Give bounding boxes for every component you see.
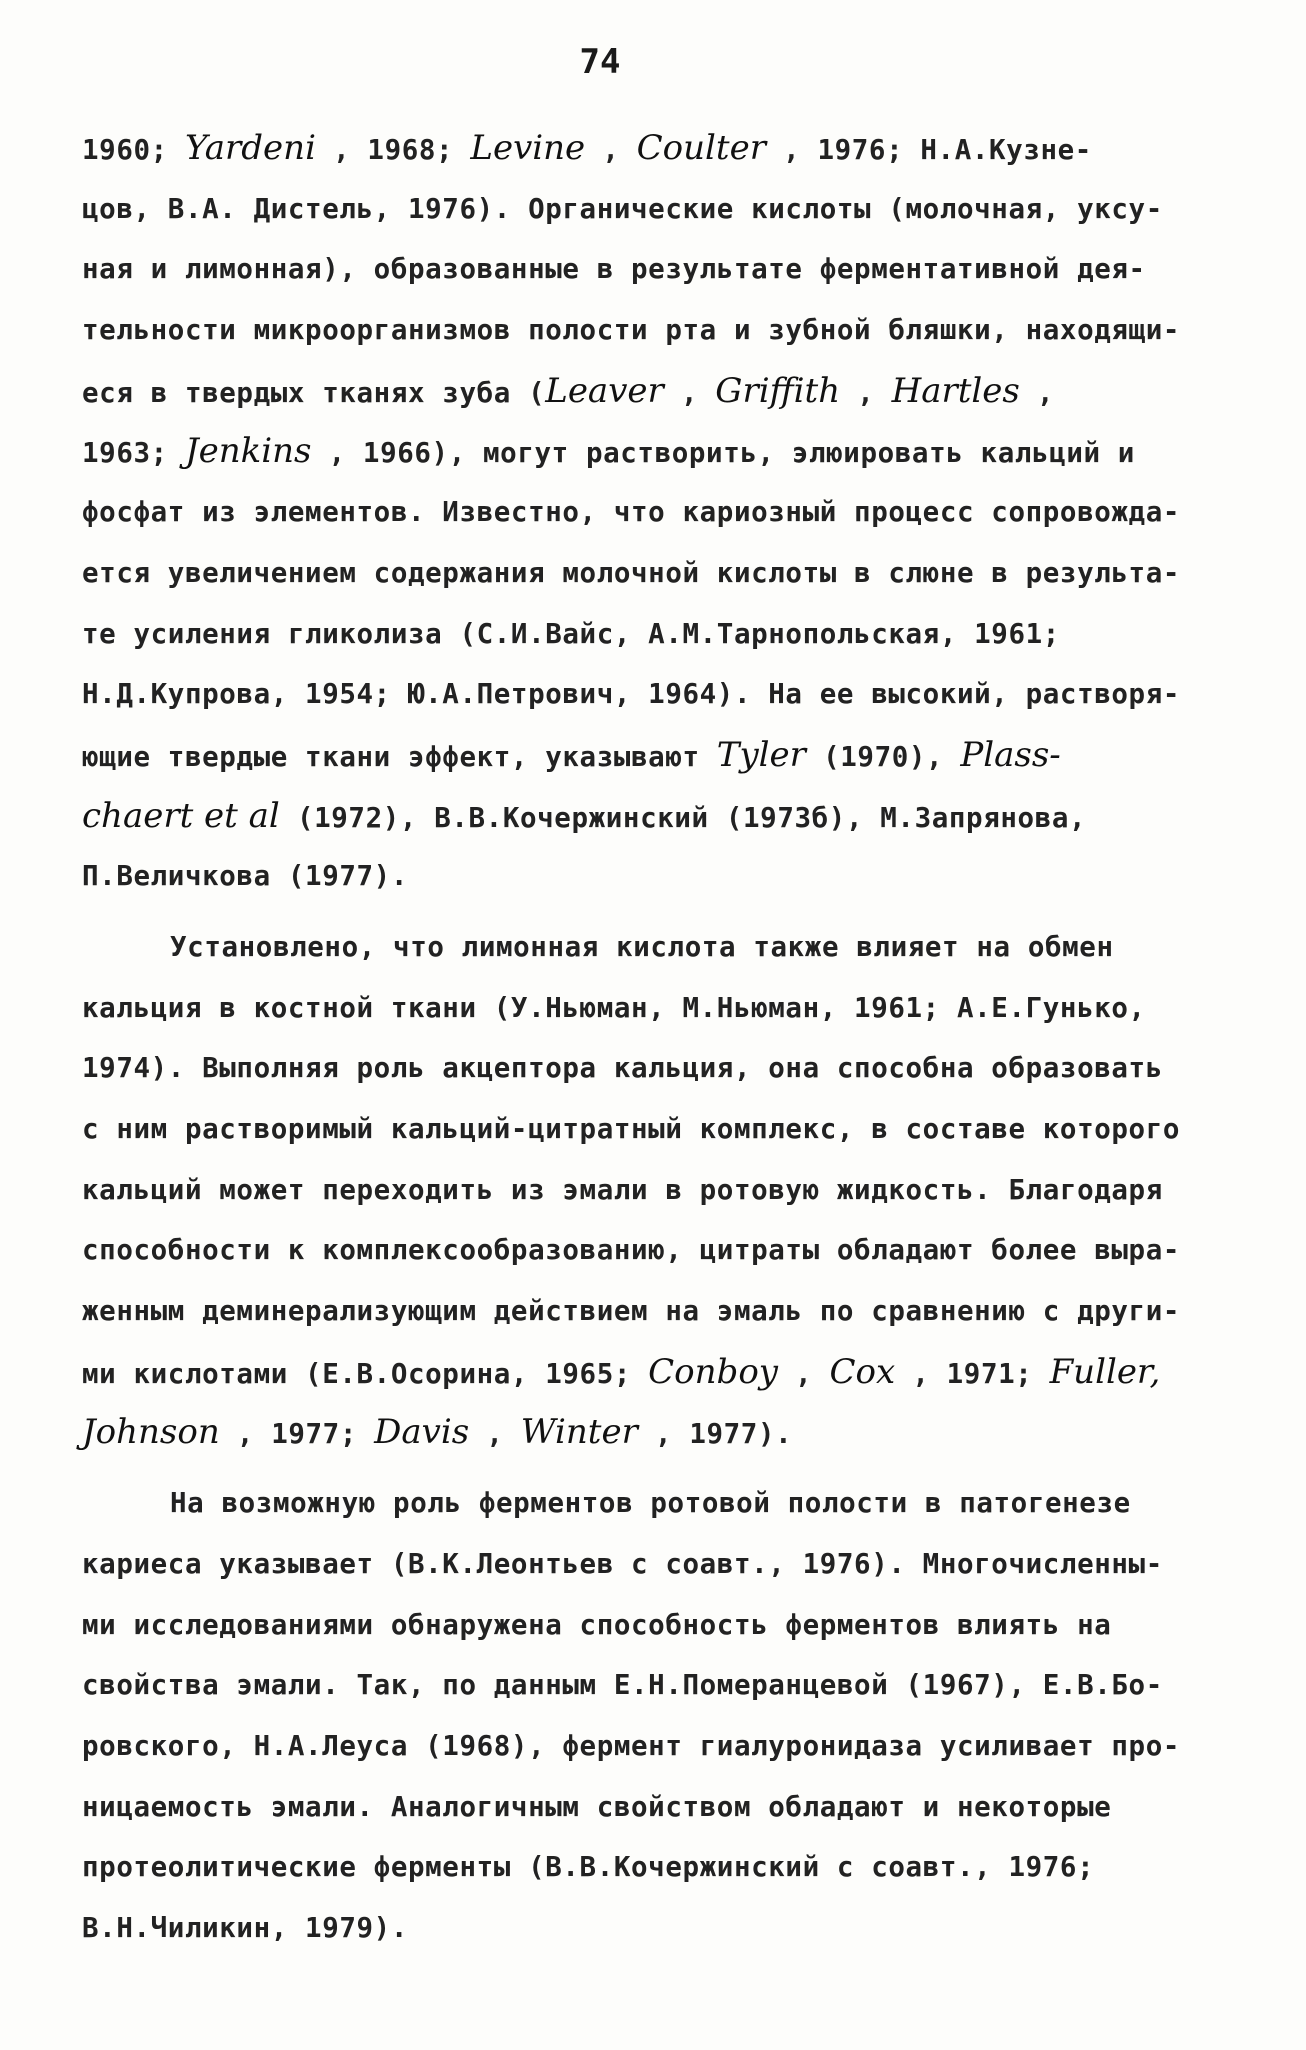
typed-text: способности к комплексообразованию, цитраты обладают более выра- [82, 1234, 1181, 1267]
typed-text: фосфат из элементов. Известно, что кариозный процесс сопровожда- [82, 496, 1181, 529]
typed-text: женным деминерализующим действием на эмаль по сравнению с други- [82, 1295, 1181, 1328]
typed-text: Н.Д.Купрова, 1954; Ю.А.Петрович, 1964). На ее высокий, растворя- [82, 678, 1181, 711]
text-line [82, 1595, 1262, 1656]
paragraph [82, 1473, 1262, 1959]
typed-text: , [585, 134, 637, 166]
typed-text: еся в твердых тканях зуба ( [82, 376, 546, 409]
typed-text: , 1966), могут растворить, элюировать кальций и [311, 437, 1135, 470]
typed-text: протеолитические ферменты (В.В.Кочержинский с соавт., 1976; [82, 1851, 1095, 1884]
text-line [82, 786, 1262, 847]
text-line [82, 978, 1262, 1039]
handwritten-author-name: chaert et al [82, 795, 280, 836]
text-line [82, 543, 1262, 604]
typed-text: На возможную роль ферментов ротовой полости в патогенезе [170, 1487, 1131, 1520]
text-line [82, 604, 1262, 665]
handwritten-author-name: Johnson [82, 1412, 220, 1453]
handwritten-author-name: Davis [374, 1412, 470, 1453]
handwritten-author-name: Griffith [715, 370, 841, 411]
handwritten-author-name: Conboy [648, 1351, 778, 1392]
typed-text: , [840, 376, 892, 409]
typed-text: Установлено, что лимонная кислота также влияет на обмен [170, 930, 1114, 963]
paragraph [82, 917, 1262, 1463]
typed-text: , 1977; [219, 1418, 375, 1451]
typed-text: с ним растворимый кальций-цитратный комплекс, в составе которого [82, 1113, 1181, 1145]
typed-text: ницаемость эмали. Аналогичным свойством обладают и некоторые [82, 1790, 1112, 1823]
typed-text: , 1968; [315, 134, 471, 166]
typed-text: кариеса указывает (В.К.Леонтьев с соавт., 1976). Многочисленны- [82, 1547, 1163, 1580]
handwritten-author-name: Fuller, [1049, 1351, 1161, 1392]
typed-text: , 1976; Н.А.Кузне- [765, 134, 1092, 166]
text-line [82, 1160, 1262, 1221]
typed-text: , 1971; [895, 1357, 1050, 1390]
page-number: 74 [579, 42, 621, 82]
text-line [82, 1534, 1262, 1595]
typed-text: П.Величкова (1977). [82, 860, 408, 893]
text-line [82, 482, 1262, 543]
text-line [82, 1342, 1262, 1403]
text-line [82, 1402, 1262, 1463]
typed-text: ется увеличением содержания молочной кислоты в слюне в результа- [82, 556, 1181, 589]
typed-text: те усиления гликолиза (С.И.Вайс, А.М.Тарнопольская, 1961; [82, 617, 1060, 650]
typed-text: свойства эмали. Так, по данным Е.Н.Померанцевой (1967), Е.В.Бо- [82, 1669, 1163, 1702]
handwritten-author-name: Jenkins [184, 431, 312, 472]
text-line [82, 1898, 1262, 1959]
body-text [82, 118, 1262, 1959]
typed-text: 1960; [82, 134, 185, 166]
typed-text: , [778, 1357, 830, 1390]
typed-text: кальция в костной ткани (У.Ньюман, М.Ньюман, 1961; А.Е.Гунько, [82, 991, 1146, 1024]
handwritten-author-name: Coulter [636, 128, 766, 168]
typed-text: (1970), [805, 740, 961, 773]
text-line [82, 725, 1262, 786]
handwritten-author-name: Yardeni [184, 128, 316, 168]
typed-text: тельности микроорганизмов полости рта и зубной бляшки, находящи- [82, 314, 1181, 347]
typed-text: ми кислотами (Е.В.Осорина, 1965; [82, 1357, 649, 1390]
text-line [82, 300, 1262, 361]
text-line [82, 917, 1262, 978]
handwritten-author-name: Hartles [891, 370, 1020, 411]
text-line [82, 1220, 1262, 1281]
typed-text: ющие твердые ткани эффект, указывают [82, 740, 717, 773]
text-line [82, 1281, 1262, 1342]
typed-text: , [1019, 376, 1055, 409]
text-line [82, 1038, 1262, 1099]
handwritten-author-name: Levine [470, 128, 586, 168]
text-line [82, 118, 1262, 179]
typed-text: кальций может переходить из эмали в ротовую жидкость. Благодаря [82, 1173, 1163, 1206]
typed-text: В.Н.Чиликин, 1979). [82, 1911, 408, 1944]
handwritten-author-name: Winter [520, 1412, 638, 1453]
text-line [82, 1777, 1262, 1838]
text-line [82, 239, 1262, 300]
text-line [82, 846, 1262, 907]
typed-text: , [469, 1418, 521, 1451]
typed-text: , 1977). [637, 1418, 793, 1451]
typed-text: (1972), В.В.Кочержинский (1973б), М.Запрянова, [279, 801, 1087, 834]
handwritten-author-name: Tyler [716, 734, 806, 775]
handwritten-author-name: Cox [829, 1351, 896, 1392]
typed-text: ми исследованиями обнаружена способность ферментов влиять на [82, 1608, 1112, 1641]
text-line [82, 1099, 1262, 1160]
text-line [82, 1655, 1262, 1716]
typed-text: ная и лимонная), образованные в результате ферментативной дея- [82, 253, 1146, 286]
typed-text: 1963; [82, 437, 185, 470]
text-line [82, 664, 1262, 725]
text-line [82, 1716, 1262, 1777]
handwritten-author-name: Plass- [960, 734, 1061, 775]
typed-text: , [663, 376, 716, 409]
paragraph [82, 118, 1262, 907]
typed-text: 1974). Выполняя роль акцептора кальция, она способна образовать [82, 1052, 1163, 1085]
text-line [82, 179, 1262, 240]
typed-text: цов, В.А. Дистель, 1976). Органические кислоты (молочная, уксу- [82, 192, 1163, 225]
handwritten-author-name: Leaver [545, 370, 664, 411]
typed-text: ровского, Н.А.Леуса (1968), фермент гиалуронидаза усиливает про- [82, 1729, 1181, 1762]
text-line [82, 361, 1262, 422]
text-line [82, 1473, 1262, 1534]
text-line [82, 1837, 1262, 1898]
text-line [82, 421, 1262, 482]
